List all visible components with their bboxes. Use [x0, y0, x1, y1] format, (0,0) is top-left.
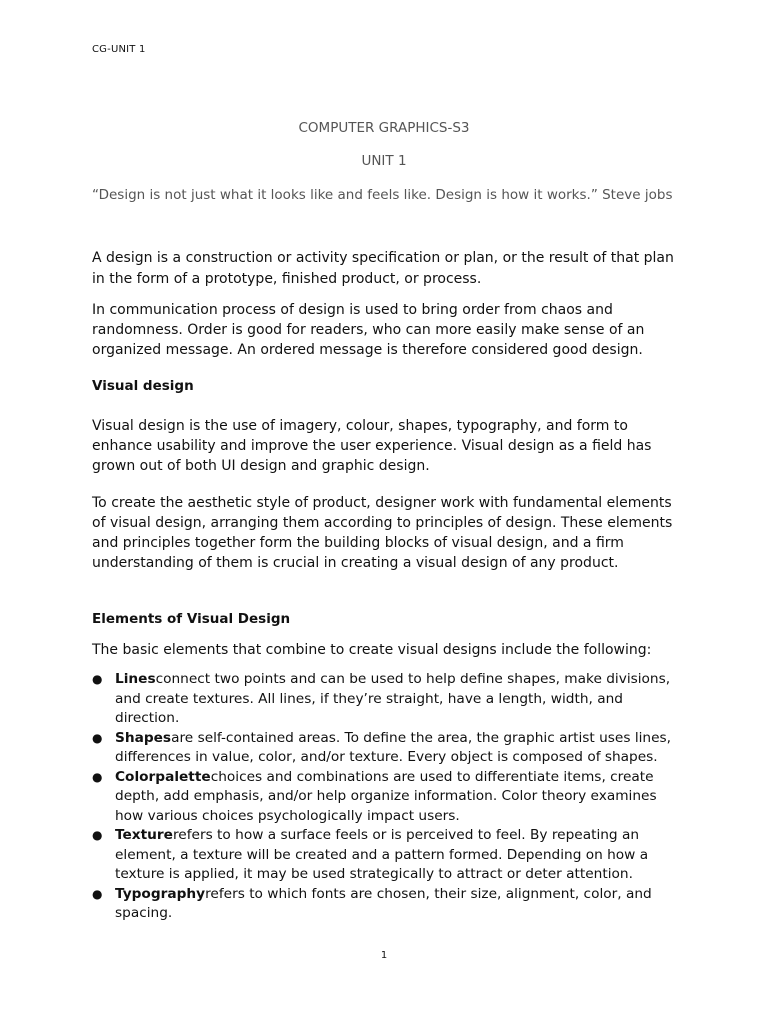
quote: “Design is not just what it looks like and feels like. Design is how it works.” Steve jobs — [92, 187, 673, 203]
list-item — [92, 768, 686, 827]
bullet-icon: ● — [92, 730, 103, 745]
list-item-term: Shapes — [115, 729, 172, 746]
paragraph: In communication process of design is used to bring order from chaos and randomness. Order is good for readers, who can more easily make sense of an organized message. An ordered message is therefore considered good design. — [92, 302, 645, 358]
list-item-text: are self-contained areas. To define the area, the graphic artist uses lines, differences in value, color, and/or texture. Every object is composed of shapes. — [115, 729, 672, 765]
list-item-text: refers to how a surface feels or is perceived to feel. By repeating an element, a texture will be created and a pattern formed. Depending on how a texture is applied, it may be used strategically to attract or deter attention. — [115, 827, 649, 882]
list-item-text: refers to which fonts are chosen, their size, alignment, color, and spacing. — [115, 885, 652, 921]
list-item-term: Texture — [115, 827, 173, 843]
list-item — [92, 729, 686, 768]
paragraph: A design is a construction or activity specification or plan, or the result of that plan in the form of a prototype, finished product, or process. — [92, 250, 674, 287]
running-header: CG-UNIT 1 — [92, 44, 146, 55]
elements-list — [92, 670, 686, 924]
page-number: 1 — [380, 950, 388, 961]
paragraph: The basic elements that combine to create visual designs include the following: — [92, 642, 652, 658]
bullet-icon: ● — [92, 672, 103, 686]
list-item-text: connect two points and can be used to help define shapes, make divisions, and create textures. All lines, if they’re straight, have a length, width, and direction. — [115, 671, 671, 726]
bullet-icon: ● — [92, 769, 103, 784]
list-item-term: Lines — [115, 671, 156, 687]
unit-title: UNIT 1 — [361, 153, 407, 169]
section-heading: Elements of Visual Design — [92, 611, 291, 627]
list-item — [92, 670, 686, 729]
paragraph: To create the aesthetic style of product, designer work with fundamental elements of visual design, arranging them according to principles of design. These elements and principles together form the building blocks of visual design, and a firm understanding of them is crucial in creating a visual design of any product. — [92, 495, 673, 571]
section-heading: Visual design — [92, 378, 194, 394]
list-item — [92, 826, 686, 885]
document-title: COMPUTER GRAPHICS-S3 — [298, 120, 470, 136]
paragraph: Visual design is the use of imagery, colour, shapes, typography, and form to enhance usability and improve the user experience. Visual design as a field has grown out of both UI design and graphic design. — [92, 418, 652, 474]
list-item — [92, 885, 686, 924]
list-item-term: Typography — [115, 885, 206, 902]
bullet-icon: ● — [92, 886, 103, 901]
list-item-text: choices and combinations are used to differentiate items, create depth, add emphasis, and/or help organize information. Color theory examines how various choices psychologically impact users. — [115, 768, 657, 824]
bullet-icon: ● — [92, 828, 103, 842]
list-item-term: Colorpalette — [115, 768, 211, 785]
